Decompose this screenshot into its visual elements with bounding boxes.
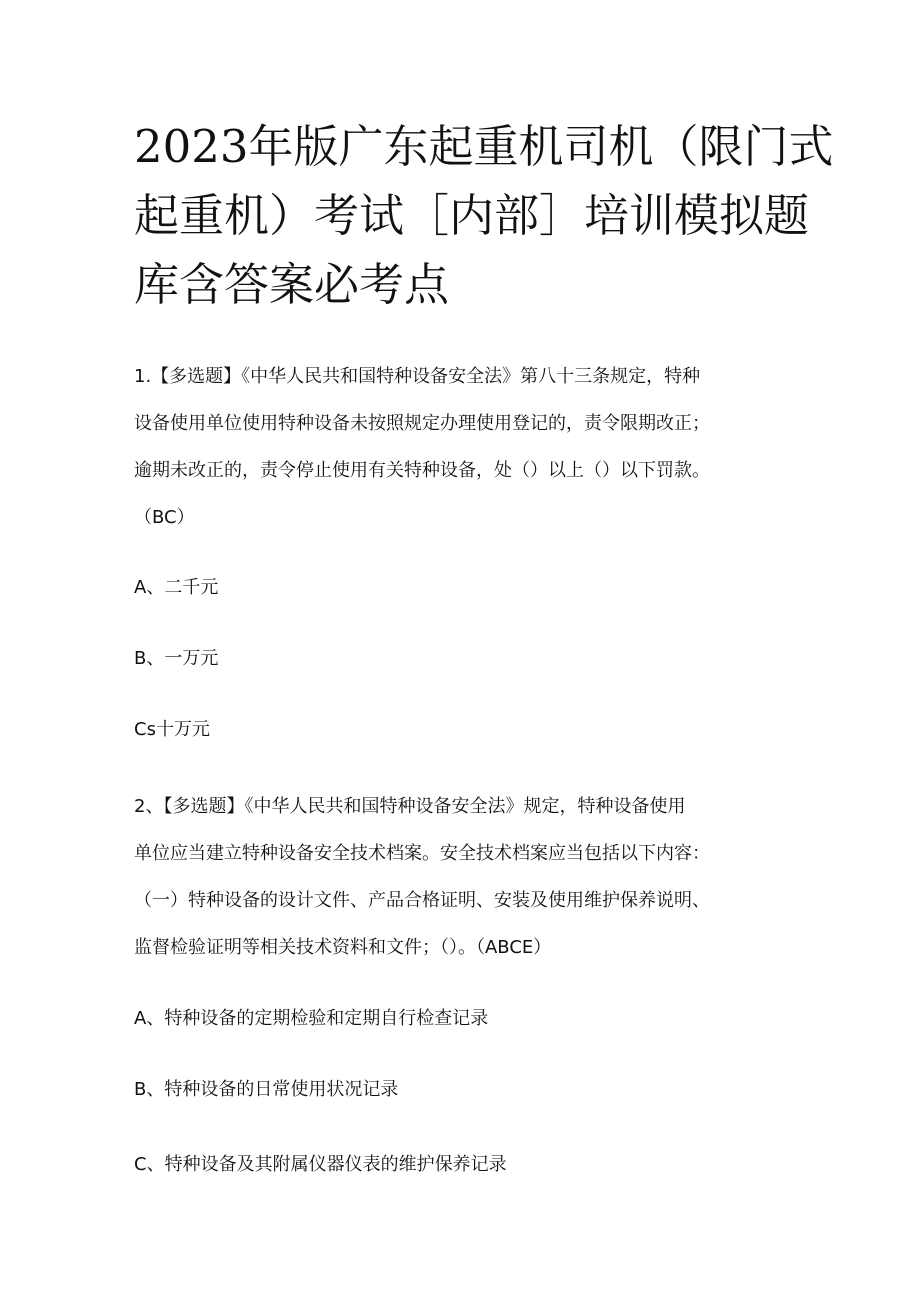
- question-2-option-a: A、特种设备的定期检验和定期自行检查记录: [134, 1008, 489, 1029]
- title-line-3: 库含答案必考点: [134, 258, 450, 311]
- question-1-line-1: 1.【多选题】《中华人民共和国特种设备安全法》第八十三条规定，特种: [134, 366, 701, 387]
- question-1-option-c: Cs十万元: [134, 719, 210, 740]
- question-2: [134, 783, 784, 971]
- question-1-answer: （BC）: [134, 507, 195, 528]
- question-1-line-2: 设备使用单位使用特种设备未按照规定办理使用登记的，责令限期改正；: [134, 413, 710, 434]
- question-2-option-b: B、特种设备的日常使用状况记录: [134, 1079, 399, 1100]
- question-2-line-3: （一）特种设备的设计文件、产品合格证明、安装及使用维护保养说明、: [134, 890, 710, 911]
- title-line-1: 2023年版广东起重机司机（限门式: [134, 120, 834, 173]
- question-2-line-1: 2、【多选题】《中华人民共和国特种设备安全法》规定，特种设备使用: [134, 796, 686, 817]
- question-2-option-c: C、特种设备及其附属仪器仪表的维护保养记录: [134, 1154, 507, 1175]
- question-1: [134, 353, 784, 541]
- question-2-line-4: 监督检验证明等相关技术资料和文件；（）。（ABCE）: [134, 937, 552, 958]
- question-1-option-a: A、二千元: [134, 577, 219, 598]
- question-1-line-3: 逾期未改正的，责令停止使用有关特种设备，处（）以上（）以下罚款。: [134, 460, 710, 481]
- question-2-line-2: 单位应当建立特种设备安全技术档案。安全技术档案应当包括以下内容：: [134, 843, 710, 864]
- title-line-2: 起重机）考试［内部］培训模拟题: [134, 189, 810, 242]
- question-1-option-b: B、一万元: [134, 648, 219, 669]
- document-title: [134, 112, 834, 319]
